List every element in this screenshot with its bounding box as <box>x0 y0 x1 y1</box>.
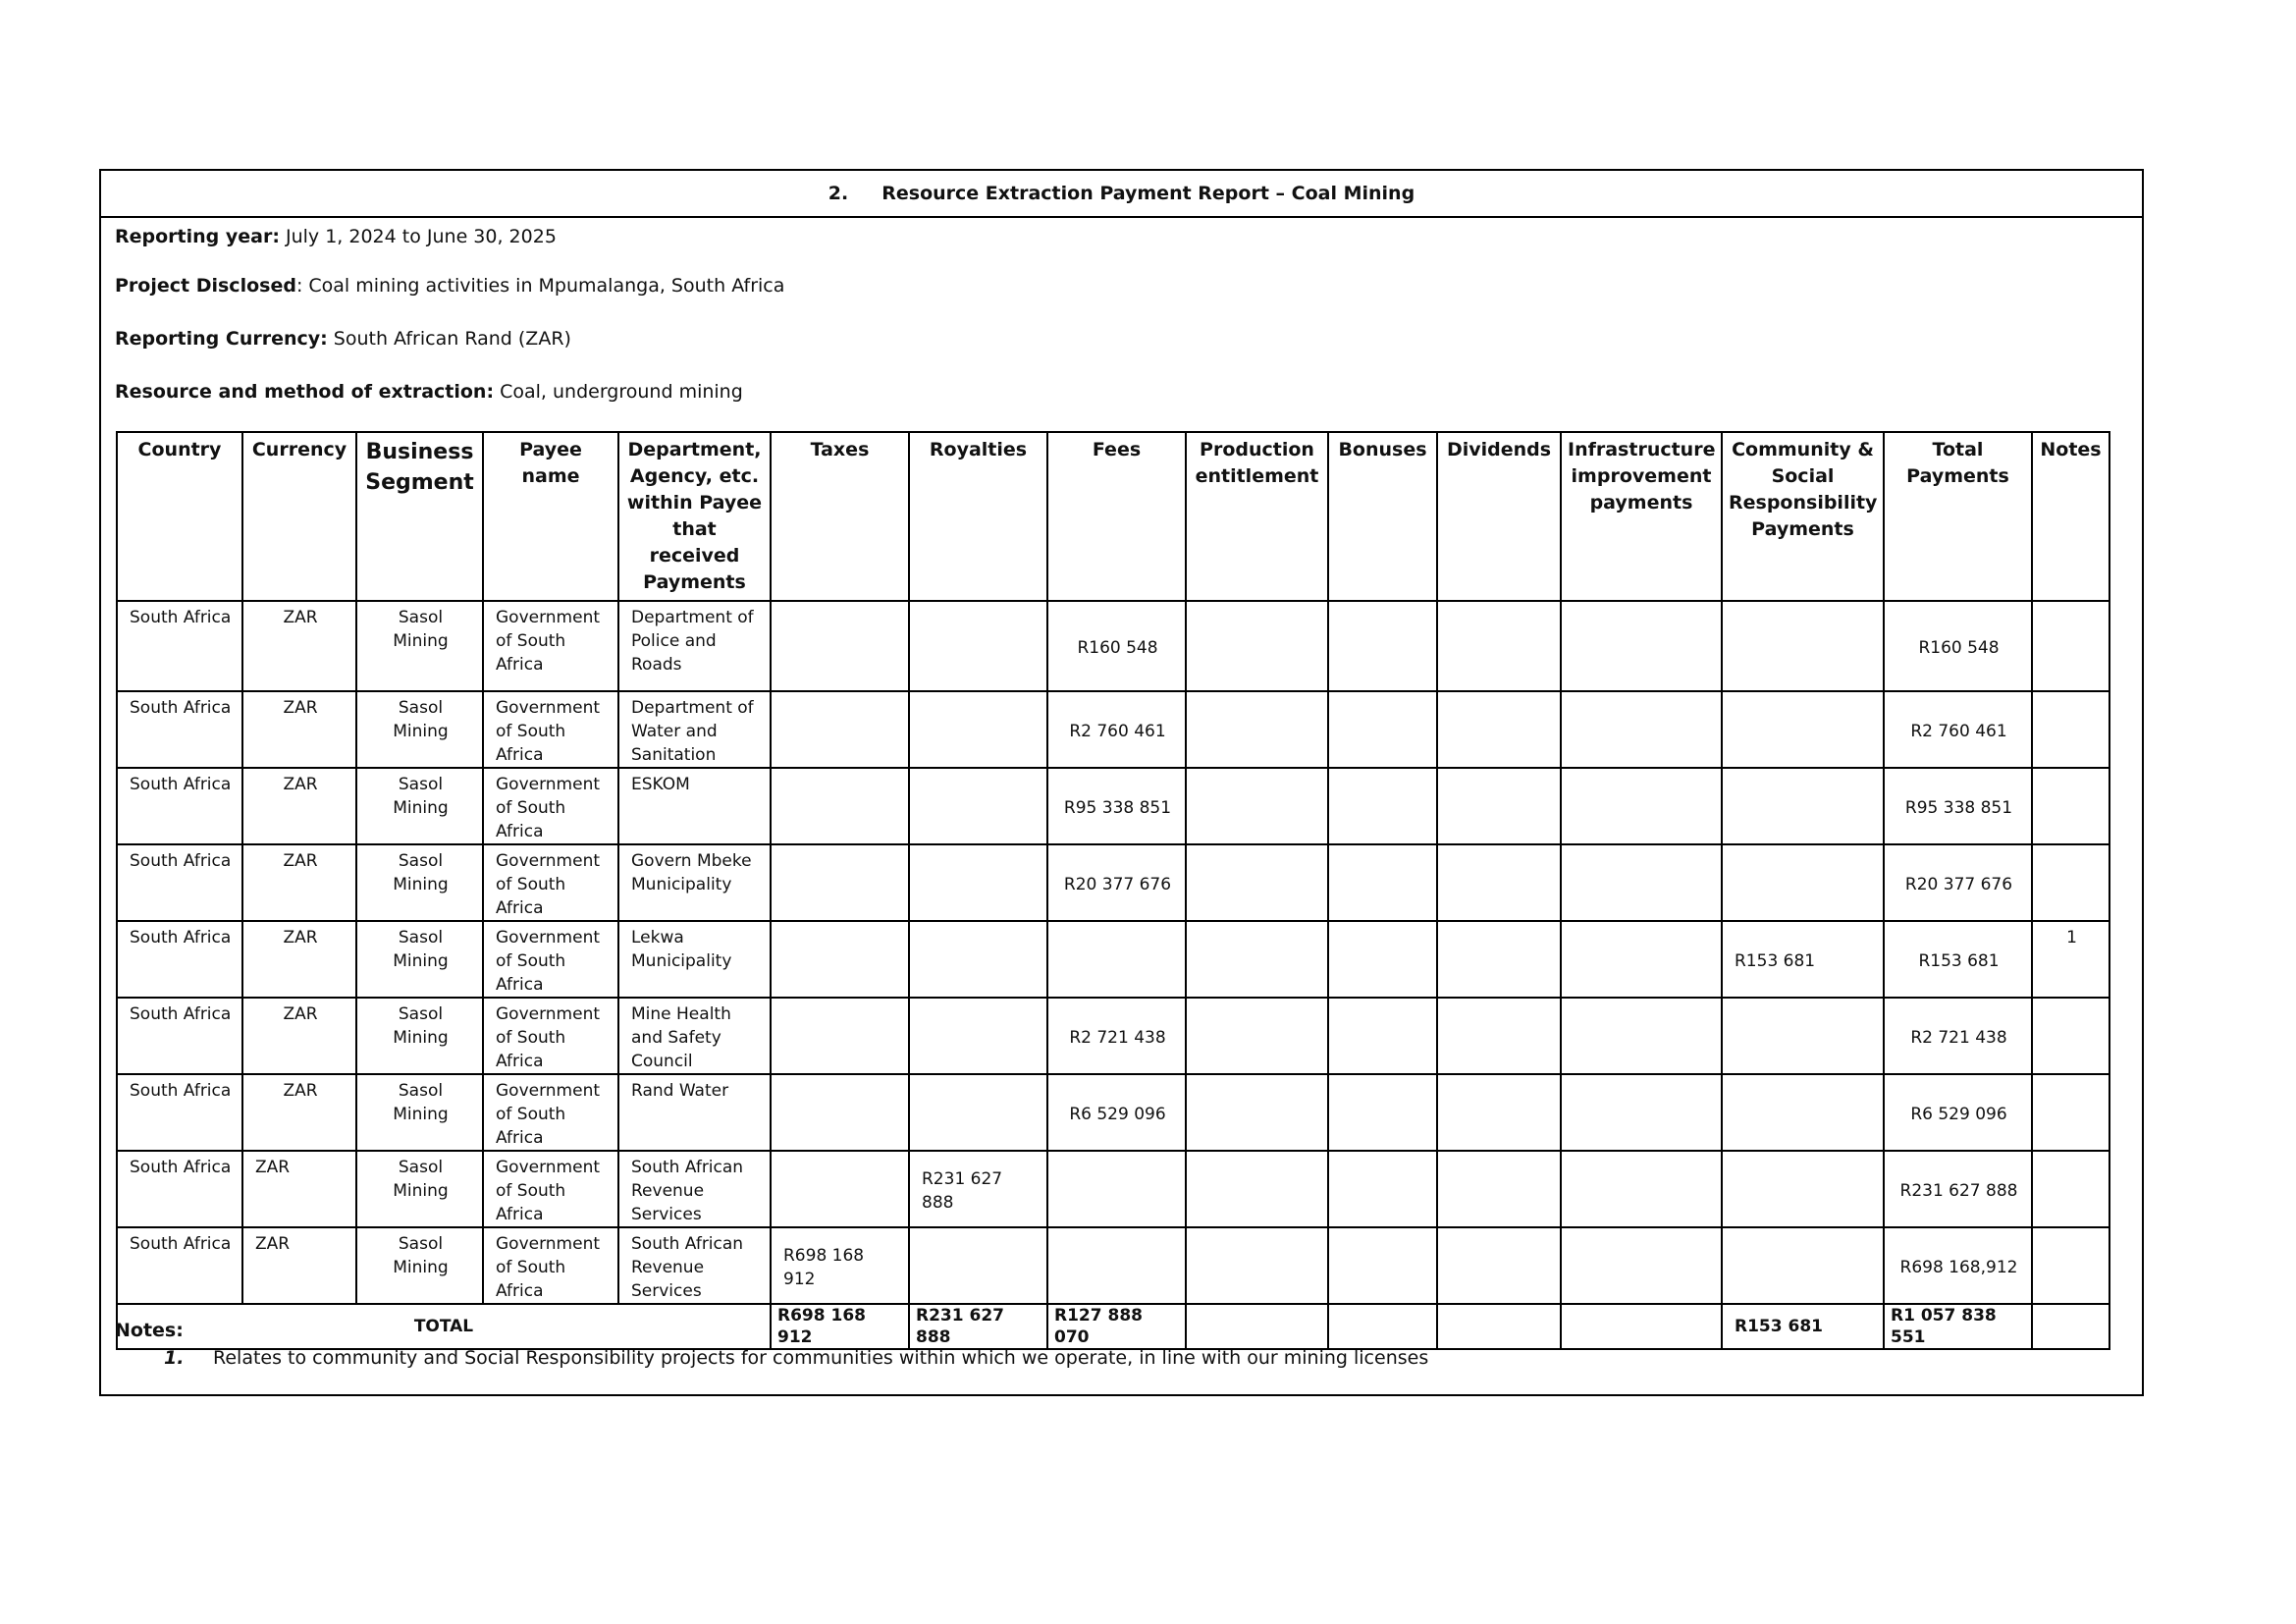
cell-production <box>1186 921 1328 998</box>
cell-country: South Africa <box>117 691 242 768</box>
cell-production <box>1186 1074 1328 1151</box>
col-header-total: Total Payments <box>1884 432 2032 601</box>
cell-department: Govern Mbeke Municipality <box>618 844 771 921</box>
col-header-notes: Notes <box>2032 432 2109 601</box>
cell-infrastructure <box>1561 1151 1722 1227</box>
total-fees: R127 888 070 <box>1047 1304 1186 1349</box>
cell-royalties <box>909 1227 1047 1304</box>
cell-bonuses <box>1328 1151 1437 1227</box>
cell-dividends <box>1437 998 1561 1074</box>
table-row <box>117 844 2109 921</box>
cell-payee: Government of South Africa <box>483 1074 618 1151</box>
cell-country: South Africa <box>117 1151 242 1227</box>
cell-bonuses <box>1328 921 1437 998</box>
cell-payee: Government of South Africa <box>483 921 618 998</box>
cell-taxes <box>771 1074 909 1151</box>
cell-taxes <box>771 921 909 998</box>
cell-currency: ZAR <box>242 1074 356 1151</box>
report-title-bar <box>101 171 2142 218</box>
section-number: 2. <box>828 183 849 204</box>
cell-taxes <box>771 691 909 768</box>
cell-country: South Africa <box>117 921 242 998</box>
cell-dividends <box>1437 844 1561 921</box>
cell-notes <box>2032 1151 2109 1227</box>
cell-currency: ZAR <box>242 1227 356 1304</box>
col-header-business-segment: Business Segment <box>356 432 483 601</box>
cell-segment: Sasol Mining <box>356 1151 483 1227</box>
cell-royalties <box>909 691 1047 768</box>
cell-country: South Africa <box>117 768 242 844</box>
cell-community <box>1722 601 1884 691</box>
col-header-fees: Fees <box>1047 432 1186 601</box>
note-number: 1. <box>164 1347 185 1369</box>
cell-payee: Government of South Africa <box>483 1151 618 1227</box>
cell-bonuses <box>1328 691 1437 768</box>
cell-total: R153 681 <box>1884 921 2032 998</box>
col-header-currency: Currency <box>242 432 356 601</box>
total-taxes: R698 168 912 <box>771 1304 909 1349</box>
cell-total: R160 548 <box>1884 601 2032 691</box>
cell-bonuses <box>1328 844 1437 921</box>
cell-royalties <box>909 921 1047 998</box>
table-header-row <box>117 432 2109 601</box>
cell-currency: ZAR <box>242 601 356 691</box>
table-row <box>117 1074 2109 1151</box>
cell-infrastructure <box>1561 601 1722 691</box>
cell-bonuses <box>1328 1074 1437 1151</box>
resource-label: Resource and method of extraction: <box>115 381 495 403</box>
total-dividends <box>1437 1304 1561 1349</box>
note-text: Relates to community and Social Responsibility projects for communities within which we operate, in line with our mining licenses <box>213 1347 1429 1369</box>
cell-taxes <box>771 998 909 1074</box>
cell-community <box>1722 691 1884 768</box>
col-header-royalties: Royalties <box>909 432 1047 601</box>
currency-line <box>115 312 2142 365</box>
report-metadata <box>101 218 2142 418</box>
cell-payee: Government of South Africa <box>483 601 618 691</box>
cell-total: R20 377 676 <box>1884 844 2032 921</box>
cell-dividends <box>1437 1227 1561 1304</box>
cell-fees <box>1047 921 1186 998</box>
cell-segment: Sasol Mining <box>356 844 483 921</box>
cell-taxes <box>771 1151 909 1227</box>
cell-fees <box>1047 1227 1186 1304</box>
cell-total: R231 627 888 <box>1884 1151 2032 1227</box>
cell-department: Department of Police and Roads <box>618 601 771 691</box>
cell-dividends <box>1437 601 1561 691</box>
table-row <box>117 601 2109 691</box>
col-header-bonuses: Bonuses <box>1328 432 1437 601</box>
cell-notes <box>2032 1227 2109 1304</box>
cell-royalties <box>909 998 1047 1074</box>
cell-segment: Sasol Mining <box>356 768 483 844</box>
col-header-production: Production entitlement <box>1186 432 1328 601</box>
cell-department: South African Revenue Services <box>618 1227 771 1304</box>
cell-production <box>1186 768 1328 844</box>
cell-infrastructure <box>1561 921 1722 998</box>
cell-infrastructure <box>1561 844 1722 921</box>
cell-fees: R6 529 096 <box>1047 1074 1186 1151</box>
cell-currency: ZAR <box>242 1151 356 1227</box>
cell-total: R95 338 851 <box>1884 768 2032 844</box>
payments-table <box>116 431 2110 1350</box>
cell-notes <box>2032 844 2109 921</box>
total-infrastructure <box>1561 1304 1722 1349</box>
cell-department: Lekwa Municipality <box>618 921 771 998</box>
cell-country: South Africa <box>117 601 242 691</box>
cell-notes: 1 <box>2032 921 2109 998</box>
table-row <box>117 921 2109 998</box>
cell-production <box>1186 1227 1328 1304</box>
table-row <box>117 768 2109 844</box>
cell-segment: Sasol Mining <box>356 998 483 1074</box>
cell-community <box>1722 844 1884 921</box>
cell-notes <box>2032 691 2109 768</box>
col-header-payee-name: Payee name <box>483 432 618 601</box>
cell-segment: Sasol Mining <box>356 921 483 998</box>
cell-payee: Government of South Africa <box>483 768 618 844</box>
cell-infrastructure <box>1561 1074 1722 1151</box>
cell-taxes <box>771 601 909 691</box>
cell-payee: Government of South Africa <box>483 691 618 768</box>
cell-community <box>1722 1074 1884 1151</box>
total-payments: R1 057 838 551 <box>1884 1304 2032 1349</box>
cell-payee: Government of South Africa <box>483 1227 618 1304</box>
cell-currency: ZAR <box>242 768 356 844</box>
table-body <box>117 601 2109 1349</box>
cell-bonuses <box>1328 768 1437 844</box>
cell-bonuses <box>1328 1227 1437 1304</box>
cell-segment: Sasol Mining <box>356 601 483 691</box>
cell-royalties <box>909 1074 1047 1151</box>
cell-notes <box>2032 998 2109 1074</box>
cell-department: South African Revenue Services <box>618 1151 771 1227</box>
note-item <box>115 1347 1428 1369</box>
total-royalties: R231 627 888 <box>909 1304 1047 1349</box>
cell-total: R698 168,912 <box>1884 1227 2032 1304</box>
total-community: R153 681 <box>1722 1304 1884 1349</box>
cell-infrastructure <box>1561 691 1722 768</box>
cell-infrastructure <box>1561 998 1722 1074</box>
project-line <box>115 259 2142 312</box>
project-label: Project Disclosed <box>115 275 296 297</box>
cell-community <box>1722 998 1884 1074</box>
total-label: TOTAL <box>117 1304 771 1349</box>
reporting-year-label: Reporting year: <box>115 226 280 247</box>
col-header-community: Community & Social Responsibility Payments <box>1722 432 1884 601</box>
cell-notes <box>2032 1074 2109 1151</box>
cell-production <box>1186 691 1328 768</box>
currency-label: Reporting Currency: <box>115 328 328 350</box>
cell-fees: R2 721 438 <box>1047 998 1186 1074</box>
cell-country: South Africa <box>117 998 242 1074</box>
cell-production <box>1186 1151 1328 1227</box>
cell-taxes <box>771 844 909 921</box>
cell-notes <box>2032 601 2109 691</box>
cell-royalties <box>909 601 1047 691</box>
cell-fees: R2 760 461 <box>1047 691 1186 768</box>
col-header-infrastructure: Infrastructure improvement payments <box>1561 432 1722 601</box>
cell-country: South Africa <box>117 1227 242 1304</box>
cell-fees: R20 377 676 <box>1047 844 1186 921</box>
cell-payee: Government of South Africa <box>483 844 618 921</box>
cell-total: R6 529 096 <box>1884 1074 2032 1151</box>
col-header-country: Country <box>117 432 242 601</box>
cell-fees: R160 548 <box>1047 601 1186 691</box>
table-row <box>117 1227 2109 1304</box>
project-value: : Coal mining activities in Mpumalanga, South Africa <box>295 275 785 297</box>
cell-department: ESKOM <box>618 768 771 844</box>
cell-notes <box>2032 768 2109 844</box>
cell-currency: ZAR <box>242 921 356 998</box>
cell-dividends <box>1437 691 1561 768</box>
cell-community <box>1722 1227 1884 1304</box>
cell-community <box>1722 768 1884 844</box>
cell-taxes: R698 168 912 <box>771 1227 909 1304</box>
cell-dividends <box>1437 921 1561 998</box>
cell-bonuses <box>1328 601 1437 691</box>
cell-total: R2 760 461 <box>1884 691 2032 768</box>
cell-department: Department of Water and Sanitation <box>618 691 771 768</box>
cell-production <box>1186 844 1328 921</box>
table-row <box>117 691 2109 768</box>
notes-title: Notes: <box>115 1320 184 1341</box>
cell-country: South Africa <box>117 1074 242 1151</box>
cell-community: R153 681 <box>1722 921 1884 998</box>
cell-dividends <box>1437 1151 1561 1227</box>
total-notes <box>2032 1304 2109 1349</box>
col-header-department: Department, Agency, etc. within Payee that received Payments <box>618 432 771 601</box>
notes-section <box>115 1320 1428 1369</box>
cell-segment: Sasol Mining <box>356 1227 483 1304</box>
cell-fees: R95 338 851 <box>1047 768 1186 844</box>
reporting-year-value: July 1, 2024 to June 30, 2025 <box>279 226 557 247</box>
cell-country: South Africa <box>117 844 242 921</box>
table-row <box>117 1151 2109 1227</box>
table-row <box>117 998 2109 1074</box>
cell-bonuses <box>1328 998 1437 1074</box>
cell-total: R2 721 438 <box>1884 998 2032 1074</box>
cell-royalties: R231 627 888 <box>909 1151 1047 1227</box>
cell-royalties <box>909 768 1047 844</box>
cell-dividends <box>1437 1074 1561 1151</box>
cell-production <box>1186 601 1328 691</box>
cell-infrastructure <box>1561 768 1722 844</box>
cell-currency: ZAR <box>242 844 356 921</box>
cell-payee: Government of South Africa <box>483 998 618 1074</box>
report-frame <box>99 169 2144 1396</box>
report-title: Resource Extraction Payment Report – Coal Mining <box>881 183 1415 204</box>
col-header-taxes: Taxes <box>771 432 909 601</box>
cell-segment: Sasol Mining <box>356 1074 483 1151</box>
resource-line <box>115 365 2142 418</box>
cell-infrastructure <box>1561 1227 1722 1304</box>
cell-production <box>1186 998 1328 1074</box>
cell-currency: ZAR <box>242 691 356 768</box>
reporting-year-line <box>115 218 2142 259</box>
cell-department: Rand Water <box>618 1074 771 1151</box>
col-header-dividends: Dividends <box>1437 432 1561 601</box>
cell-taxes <box>771 768 909 844</box>
resource-value: Coal, underground mining <box>494 381 743 403</box>
cell-royalties <box>909 844 1047 921</box>
cell-dividends <box>1437 768 1561 844</box>
cell-currency: ZAR <box>242 998 356 1074</box>
cell-fees <box>1047 1151 1186 1227</box>
currency-value: South African Rand (ZAR) <box>327 328 571 350</box>
cell-community <box>1722 1151 1884 1227</box>
cell-department: Mine Health and Safety Council <box>618 998 771 1074</box>
cell-segment: Sasol Mining <box>356 691 483 768</box>
